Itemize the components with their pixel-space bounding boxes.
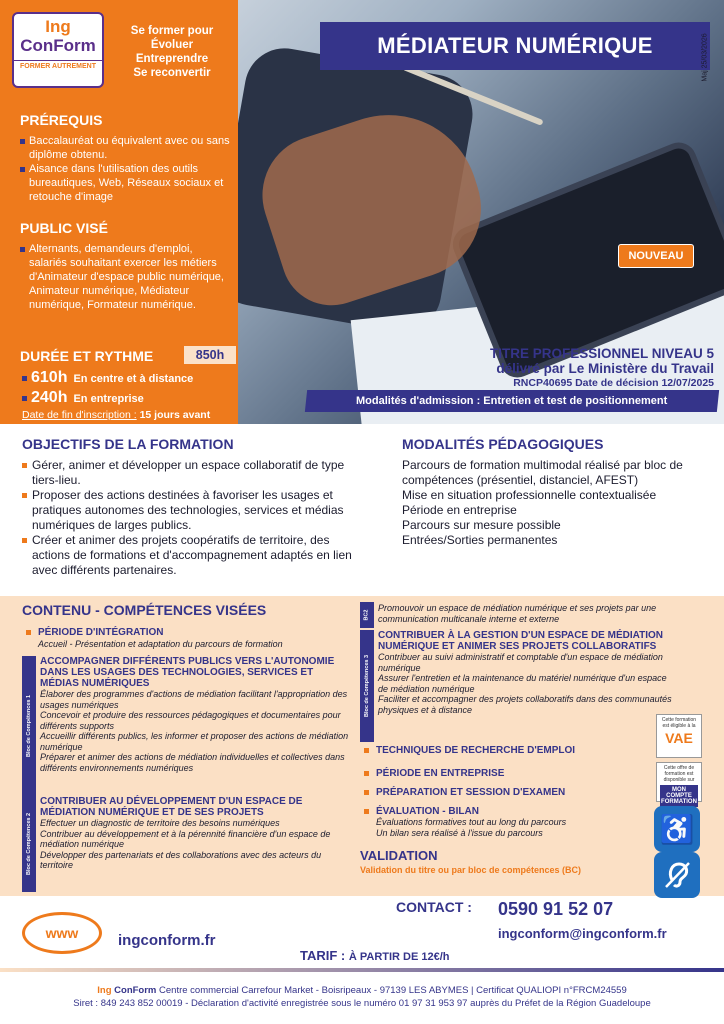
- validation-text: Validation du titre ou par bloc de compétences (BC): [360, 865, 582, 875]
- tarif-label: TARIF :: [300, 948, 346, 963]
- tarif: [300, 948, 450, 963]
- pedago-item: Période en entreprise: [402, 503, 517, 517]
- logo-tagline: FORMER AUTREMENT: [14, 60, 102, 70]
- pedago-item: Entrées/Sorties permanentes: [402, 533, 558, 547]
- integration-title: PÉRIODE D'INTÉGRATION: [38, 627, 164, 638]
- fin-label: Date de fin d'inscription :: [22, 409, 137, 421]
- list-item: Alternants, demandeurs d'emploi, salariés souhaitant exercer les métiers d'Animateur d'espace public numérique, Animateur numérique, Médiateur numérique, Formateur numérique.: [20, 242, 232, 312]
- bc2-cont: Promouvoir un espace de médiation numérique et ses projets par une communication multicanale interne et externe: [378, 603, 657, 624]
- fin-value: 15 jours avant: [139, 409, 211, 421]
- logo: [12, 12, 104, 88]
- preparation-title: PRÉPARATION ET SESSION D'EXAMEN: [376, 787, 566, 798]
- bloc1-line: Préparer et animer des actions de médiation individuelles et collectives dans différents environnements numériques: [40, 752, 345, 773]
- titre-pro: [246, 346, 714, 390]
- duree-total: 850h: [184, 346, 236, 364]
- duree-entreprise: [22, 389, 144, 407]
- list-item: Créer et animer des projets coopératifs de territoire, des actions de formations et d'accompagnement adaptés en lien avec différents partenaires.: [22, 533, 368, 578]
- motto: [112, 24, 232, 80]
- contact-phone[interactable]: 0590 91 52 07: [498, 899, 614, 919]
- entreprise-hours: 240h: [31, 389, 68, 406]
- list-item: Gérer, animer et développer un espace collaboratif de type tiers-lieu.: [22, 458, 368, 488]
- list-item: Baccalauréat ou équivalent avec ou sans diplôme obtenu.: [20, 134, 232, 162]
- duree-heading: DURÉE ET RYTHME: [20, 348, 154, 364]
- wheelchair-icon: ♿: [654, 806, 700, 852]
- evaluation-line: Un bilan sera réalisé à l'issue du parcours: [376, 827, 543, 838]
- contenu-heading: CONTENU - COMPÉTENCES VISÉES: [22, 602, 267, 618]
- mcf-badge: [656, 762, 702, 805]
- bloc1-line: Accueillir différents publics, les informer et proposer des actions de médiation numérique: [40, 731, 349, 752]
- footer-line2: Siret : 849 243 852 00019 - Déclaration d'activité enregistrée sous le numéro 01 97 31 953 97 auprès du Préfet de la Région Guadeloupe: [73, 998, 651, 1009]
- motto-line: Entreprendre: [135, 53, 209, 65]
- contact-email[interactable]: ingconform@ingconform.fr: [498, 926, 667, 941]
- periode-title: PÉRIODE EN ENTREPRISE: [376, 768, 505, 779]
- bloc1-title: ACCOMPAGNER DIFFÉRENTS PUBLICS VERS L'AUTONOMIE DANS LES USAGES DES TECHNOLOGIES, SERVICES ET MÉDIAS NUMÉRIQUES: [40, 656, 335, 689]
- globe-cursor-icon[interactable]: [22, 912, 102, 954]
- bloc3-title: CONTRIBUER À LA GESTION D'UN ESPACE DE MÉDIATION NUMÉRIQUE ET ANIMER SES PROJETS COLLABORATIFS: [378, 630, 663, 652]
- integration-text: Accueil - Présentation et adaptation du parcours de formation: [38, 639, 283, 649]
- validation: [360, 848, 650, 875]
- hearing-icon: [654, 852, 700, 898]
- pedago-heading: MODALITÉS PÉDAGOGIQUES: [402, 436, 604, 452]
- objectifs-section: [22, 436, 368, 578]
- footer-brand1: Ing: [97, 985, 112, 996]
- tarif-value: À PARTIR DE 12€/h: [348, 951, 450, 963]
- bloc3: [378, 630, 678, 715]
- titre-line1: TITRE PROFESSIONNEL NIVEAU 5: [489, 346, 714, 361]
- evaluation-line: Évaluations formatives tout au long du parcours: [376, 817, 567, 827]
- titre-line3: RNCP40695 Date de décision 12/07/2025: [513, 377, 714, 389]
- contact-label: CONTACT :: [396, 899, 472, 915]
- duree-centre: [22, 369, 193, 387]
- mcf-text: MON COMPTE FORMATION: [661, 787, 697, 805]
- bc2-label: BC2: [360, 602, 374, 628]
- mcf-caption: Cette offre de formation est disponible sur: [663, 765, 695, 783]
- titre-line2: délivré par Le Ministère du Travail: [496, 361, 714, 376]
- techniques-title: TECHNIQUES DE RECHERCHE D'EMPLOI: [376, 745, 576, 756]
- objectifs-heading: OBJECTIFS DE LA FORMATION: [22, 436, 234, 452]
- bloc2-line: Effectuer un diagnostic de territoire des besoins numériques: [40, 818, 280, 828]
- admission-text: Modalités d'admission : Entretien et test de positionnement: [356, 395, 668, 407]
- centre-hours: 610h: [31, 369, 68, 386]
- list-item: Proposer des actions destinées à favoriser les usages et pratiques autonomes des technologies, services et médias numériques de larges publics.: [22, 488, 368, 533]
- public-heading: PUBLIC VISÉ: [20, 220, 108, 236]
- bloc3-line: Assurer l'entretien et la maintenance du matériel numérique d'un espace de médiation numérique: [378, 673, 667, 694]
- logo-line1: Ing: [45, 17, 71, 36]
- bloc2-line: Contribuer au développement et à la pérennité financière d'un espace de médiation numérique: [40, 828, 331, 849]
- motto-line: Évoluer: [150, 39, 194, 51]
- bloc1: [40, 656, 352, 773]
- pedago-item: Parcours de formation multimodal réalisé par bloc de compétences (présentiel, distanciel, AFEST): [402, 458, 683, 487]
- list-item: Aisance dans l'utilisation des outils bureautiques, Web, Réseaux sociaux et retouche d'image: [20, 162, 232, 204]
- evaluation: [376, 806, 646, 838]
- bloc3-line: Faciliter et accompagner des projets collaboratifs dans des communautés physiques et à distance: [378, 694, 672, 715]
- evaluation-title: ÉVALUATION - BILAN: [376, 806, 479, 817]
- update-date: Maj 25/03/2026: [701, 33, 709, 82]
- new-badge: NOUVEAU: [618, 244, 694, 268]
- www-text: www: [45, 925, 79, 941]
- pedago-item: Parcours sur mesure possible: [402, 518, 561, 532]
- motto-line: Se reconvertir: [133, 67, 211, 79]
- entreprise-label: En entreprise: [73, 393, 144, 405]
- logo-line2: ConForm: [20, 36, 96, 55]
- footer-brand2: ConForm: [114, 985, 157, 996]
- fin-inscription: [22, 409, 210, 421]
- footer-line1: [0, 984, 724, 997]
- bloc2-title: CONTRIBUER AU DÉVELOPPEMENT D'UN ESPACE DE MÉDIATION NUMÉRIQUE ET DE SES PROJETS: [40, 796, 303, 818]
- bloc3-label: Bloc de Compétences 3: [360, 630, 374, 742]
- footer-address: Centre commercial Carrefour Market - Boisripeaux - 97139 LES ABYMES | Certificat QUALIOPI n°FRCM24559: [159, 985, 627, 996]
- page-title: MÉDIATEUR NUMÉRIQUE: [320, 22, 710, 70]
- prerequis-section: [20, 112, 232, 204]
- bloc1-line: Concevoir et produire des ressources pédagogiques et documentaires pour différents supports: [40, 710, 341, 731]
- bloc3-line: Contribuer au suivi administratif et comptable d'un espace de médiation numérique: [378, 652, 663, 673]
- validation-title: VALIDATION: [360, 848, 438, 863]
- bloc1-label: Bloc de Compétences 1: [22, 656, 36, 796]
- public-section: [20, 220, 232, 312]
- bloc2-label: Bloc de Compétences 2: [22, 796, 36, 892]
- centre-label: En centre et à distance: [73, 373, 194, 385]
- update-date-wrap: [698, 30, 712, 90]
- vae-caption: Cette formation est éligible à la: [661, 717, 697, 729]
- vae-badge: [656, 714, 702, 758]
- motto-line: Se former pour: [130, 25, 214, 37]
- pedago-section: [402, 436, 716, 548]
- bloc2: [40, 796, 352, 871]
- bloc2-line: Développer des partenariats et des collaborations avec des acteurs du territoire: [40, 849, 322, 870]
- footer: [0, 972, 724, 1024]
- pedago-item: Mise en situation professionnelle contextualisée: [402, 488, 657, 502]
- bloc1-line: Élaborer des programmes d'actions de médiation facilitant l'appropriation des usages numériques: [40, 689, 348, 710]
- prerequis-heading: PRÉREQUIS: [20, 112, 103, 128]
- admission-banner: [305, 390, 719, 412]
- site-link[interactable]: ingconform.fr: [118, 932, 216, 949]
- vae-text: VAE: [665, 730, 693, 746]
